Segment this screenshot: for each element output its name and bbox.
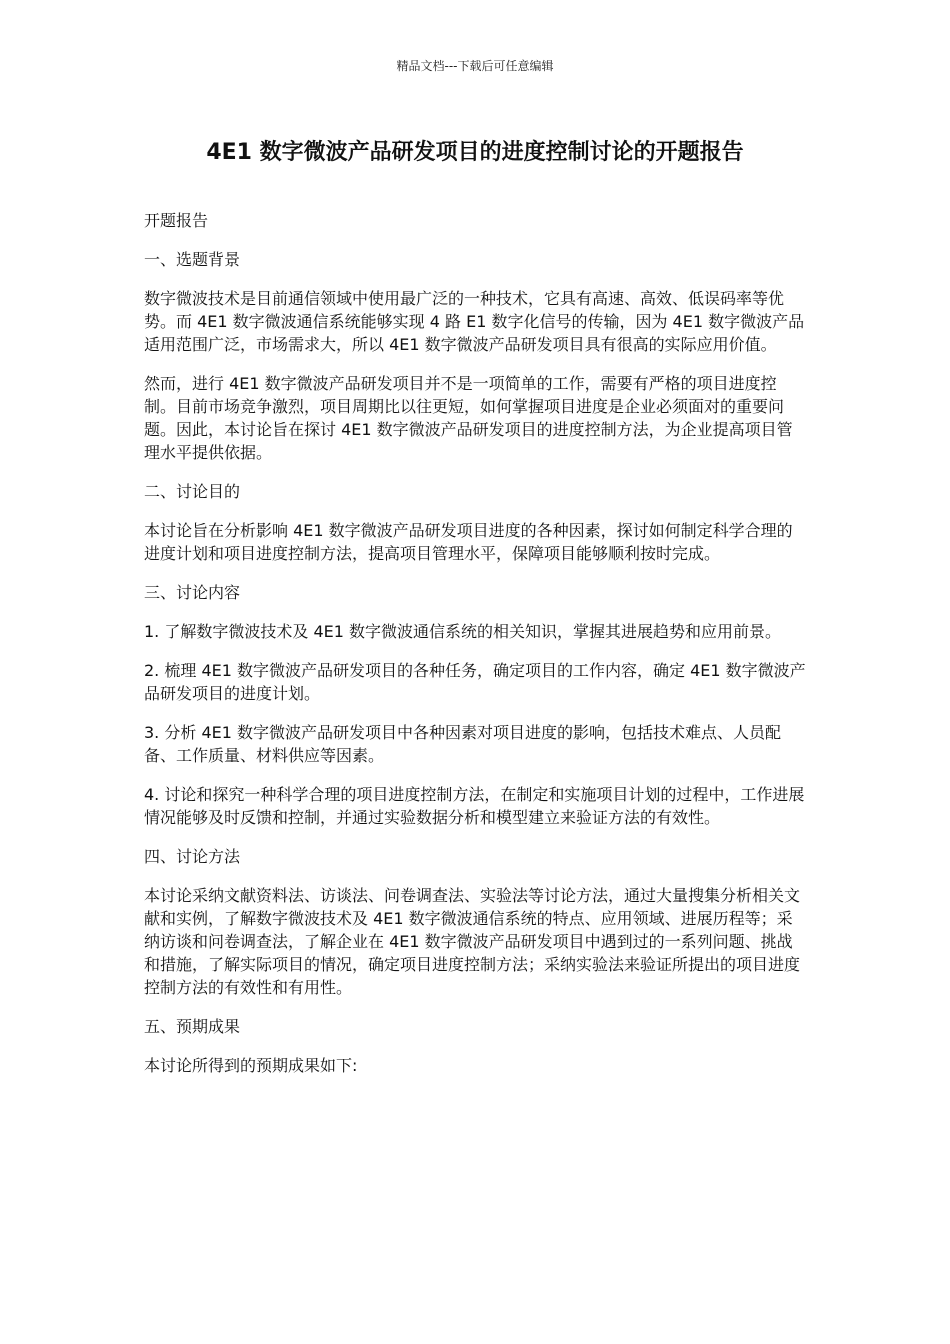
section-heading-content: 三、讨论内容 xyxy=(144,583,241,602)
list-item: 2. 梳理 4E1 数字微波产品研发项目的各种任务，确定项目的工作内容，确定 4E1 数字微波产品研发项目的进度计划。 xyxy=(144,661,806,703)
paragraph: 本讨论采纳文献资料法、访谈法、问卷调查法、实验法等讨论方法，通过大量搜集分析相关文献和实例，了解数字微波技术及 4E1 数字微波通信系统的特点、应用领域、进展历程等；采纳访谈和问卷调查法，了解企业在 4E1 数字微波产品研发项目中遇到过的一系列问题、挑战和措施，了解实际项目的情况，确定项目进度控制方法；采纳实验法来验证所提出的项目进度控制方法的有效性和有用性。 xyxy=(144,886,801,997)
list-item: 3. 分析 4E1 数字微波产品研发项目中各种因素对项目进度的影响，包括技术难点、人员配备、工作质量、材料供应等因素。 xyxy=(144,723,781,765)
paragraph: 本讨论所得到的预期成果如下: xyxy=(144,1056,358,1075)
page-header: 精品文档---下载后可任意编辑 xyxy=(396,59,554,73)
paragraph: 本讨论旨在分析影响 4E1 数字微波产品研发项目进度的各种因素，探讨如何制定科学合理的进度计划和项目进度控制方法，提高项目管理水平，保障项目能够顺利按时完成。 xyxy=(144,521,793,563)
paragraph: 数字微波技术是目前通信领域中使用最广泛的一种技术，它具有高速、高效、低误码率等优势。而 4E1 数字微波通信系统能够实现 4 路 E1 数字化信号的传输，因为 4E1 数字微波产品适用范围广泛，市场需求大，所以 4E1 数字微波产品研发项目具有很高的实际应用价值。 xyxy=(144,289,805,354)
list-item: 4. 讨论和探究一种科学合理的项目进度控制方法，在制定和实施项目计划的过程中，工作进展情况能够及时反馈和控制，并通过实验数据分析和模型建立来验证方法的有效性。 xyxy=(144,785,805,827)
section-heading-method: 四、讨论方法 xyxy=(144,847,241,866)
section-heading-results: 五、预期成果 xyxy=(144,1017,241,1036)
list-item: 1. 了解数字微波技术及 4E1 数字微波通信系统的相关知识，掌握其进展趋势和应用前景。 xyxy=(144,622,781,641)
paragraph: 然而，进行 4E1 数字微波产品研发项目并不是一项简单的工作，需要有严格的项目进度控制。目前市场竞争激烈，项目周期比以往更短，如何掌握项目进度是企业必须面对的重要问题。因此，本讨论旨在探讨 4E1 数字微波产品研发项目的进度控制方法，为企业提高项目管理水平提供依据。 xyxy=(144,374,793,462)
intro-text: 开题报告 xyxy=(144,211,209,230)
document-body xyxy=(144,209,806,1093)
section-heading-background: 一、选题背景 xyxy=(144,250,241,269)
section-heading-purpose: 二、讨论目的 xyxy=(144,482,241,501)
document-title: 4E1 数字微波产品研发项目的进度控制讨论的开题报告 xyxy=(206,140,744,165)
